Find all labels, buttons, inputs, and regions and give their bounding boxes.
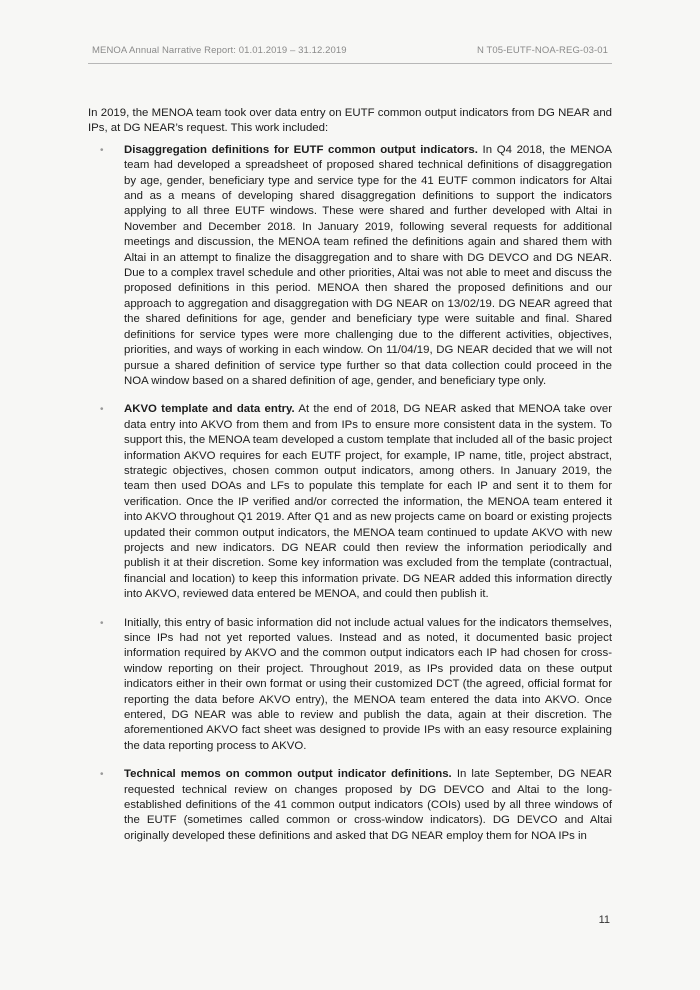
bullet-marker: • xyxy=(100,404,104,416)
header-divider xyxy=(88,63,612,64)
bullet-item xyxy=(88,143,612,390)
bullet-item xyxy=(88,402,612,602)
bullet-title: AKVO template and data entry. xyxy=(124,403,295,416)
page-header xyxy=(92,45,608,56)
bullet-title: Technical memos on common output indicator definitions. xyxy=(124,768,452,781)
bullet-text: At the end of 2018, DG NEAR asked that MENOA take over data entry into AKVO from them and from IPs to ensure more consistent data in the system. To support this, the MENOA team developed a custom template that included all of the basic project information AKVO requires for each EUTF project, for example, IP name, title, project abstract, strategic objectives, chosen common output indicators, among others. In January 2019, the team then used DOAs and LFs to populate this template for each IP and sent it to them for verification. Once the IP verified and/or corrected the information, the MENOA team entered it into AKVO throughout Q1 2019. After Q1 and as new projects came on board or existing projects updated their common output indicators, the MENOA team continued to update AKVO with new projects and new indicators. DG NEAR could then review the information periodically and publish it at their discretion. Some key information was excluded from the template (contractual, financial and location) to keep this information private. DG NEAR added this information directly into AKVO, reviewed data entered be MENOA, and could then publish it. xyxy=(124,403,612,601)
bullet-list xyxy=(88,143,612,844)
bullet-text: Initially, this entry of basic information did not include actual values for the indicators themselves, since IPs had not yet reported values. Instead and as noted, it documented basic project information required by AKVO and the common output indicators each IP had chosen for cross-window reporting on their project. Throughout 2019, as IPs provided data on these output indicators either in their own format or using their customized DCT (the agreed, official format for reporting the data before AKVO entry), the MENOA team entered the data into AKVO. Once entered, DG NEAR was able to review and publish the data, again at their discretion. The aforementioned AKVO fact sheet was designed to provide IPs with an easy resource explaining the data reporting process to AKVO. xyxy=(124,616,612,752)
bullet-text: In late September, DG NEAR requested technical review on changes proposed by DG DEVCO and Altai to the long-established definitions of the 41 common output indicators (COIs) used by all three windows of the EUTF (sometimes called common or cross-window indicators). DG DEVCO and Altai originally developed these definitions and asked that DG NEAR employ them for NOA IPs in xyxy=(124,768,612,842)
bullet-marker: • xyxy=(100,769,104,781)
intro-paragraph: In 2019, the MENOA team took over data entry on EUTF common output indicators from DG NEAR and IPs, at DG NEAR’s request. This work included: xyxy=(88,107,612,135)
bullet-text: In Q4 2018, the MENOA team had developed a spreadsheet of proposed shared technical definitions of disaggregation by age, gender, beneficiary type and service type for the 41 EUTF common indicators for Altai and as a means of developing shared disaggregation definitions to support the indicators applying to all three EUTF windows. These were shared and further developed with Altai in November and December 2018. In January 2019, following several requests for additional meetings and discussion, the MENOA team refined the definitions again and shared them with Altai in an attempt to finalize the disaggregation and to share with DG DEVCO and DG NEAR. Due to a complex travel schedule and other priorities, Altai was not able to meet and discuss the proposed definitions in this period. MENOA then shared the proposed definitions and our approach to aggregation and disaggregation with DG NEAR on 13/02/19. DG NEAR agreed that the shared definitions for age, gender and beneficiary type were suitable and final. Shared definitions for service types were more challenging due to the different activities, objectives, priorities, and ways of working in each window. On 11/04/19, DG NEAR decided that we will not pursue a shared definition of service type further so that data collection could proceed in the NOA window based on a shared definition of age, gender, and beneficiary type only. xyxy=(124,143,612,387)
bullet-marker: • xyxy=(100,144,104,156)
bullet-title: Disaggregation definitions for EUTF common output indicators. xyxy=(124,143,478,156)
page-number: 11 xyxy=(598,914,610,926)
bullet-marker: • xyxy=(100,617,104,629)
header-reference-code: N T05-EUTF-NOA-REG-03-01 xyxy=(476,45,608,56)
bullet-item xyxy=(88,767,612,844)
bullet-item xyxy=(88,616,612,755)
body-text xyxy=(88,106,612,857)
header-report-title: MENOA Annual Narrative Report: 01.01.2019 – 31.12.2019 xyxy=(92,45,347,56)
